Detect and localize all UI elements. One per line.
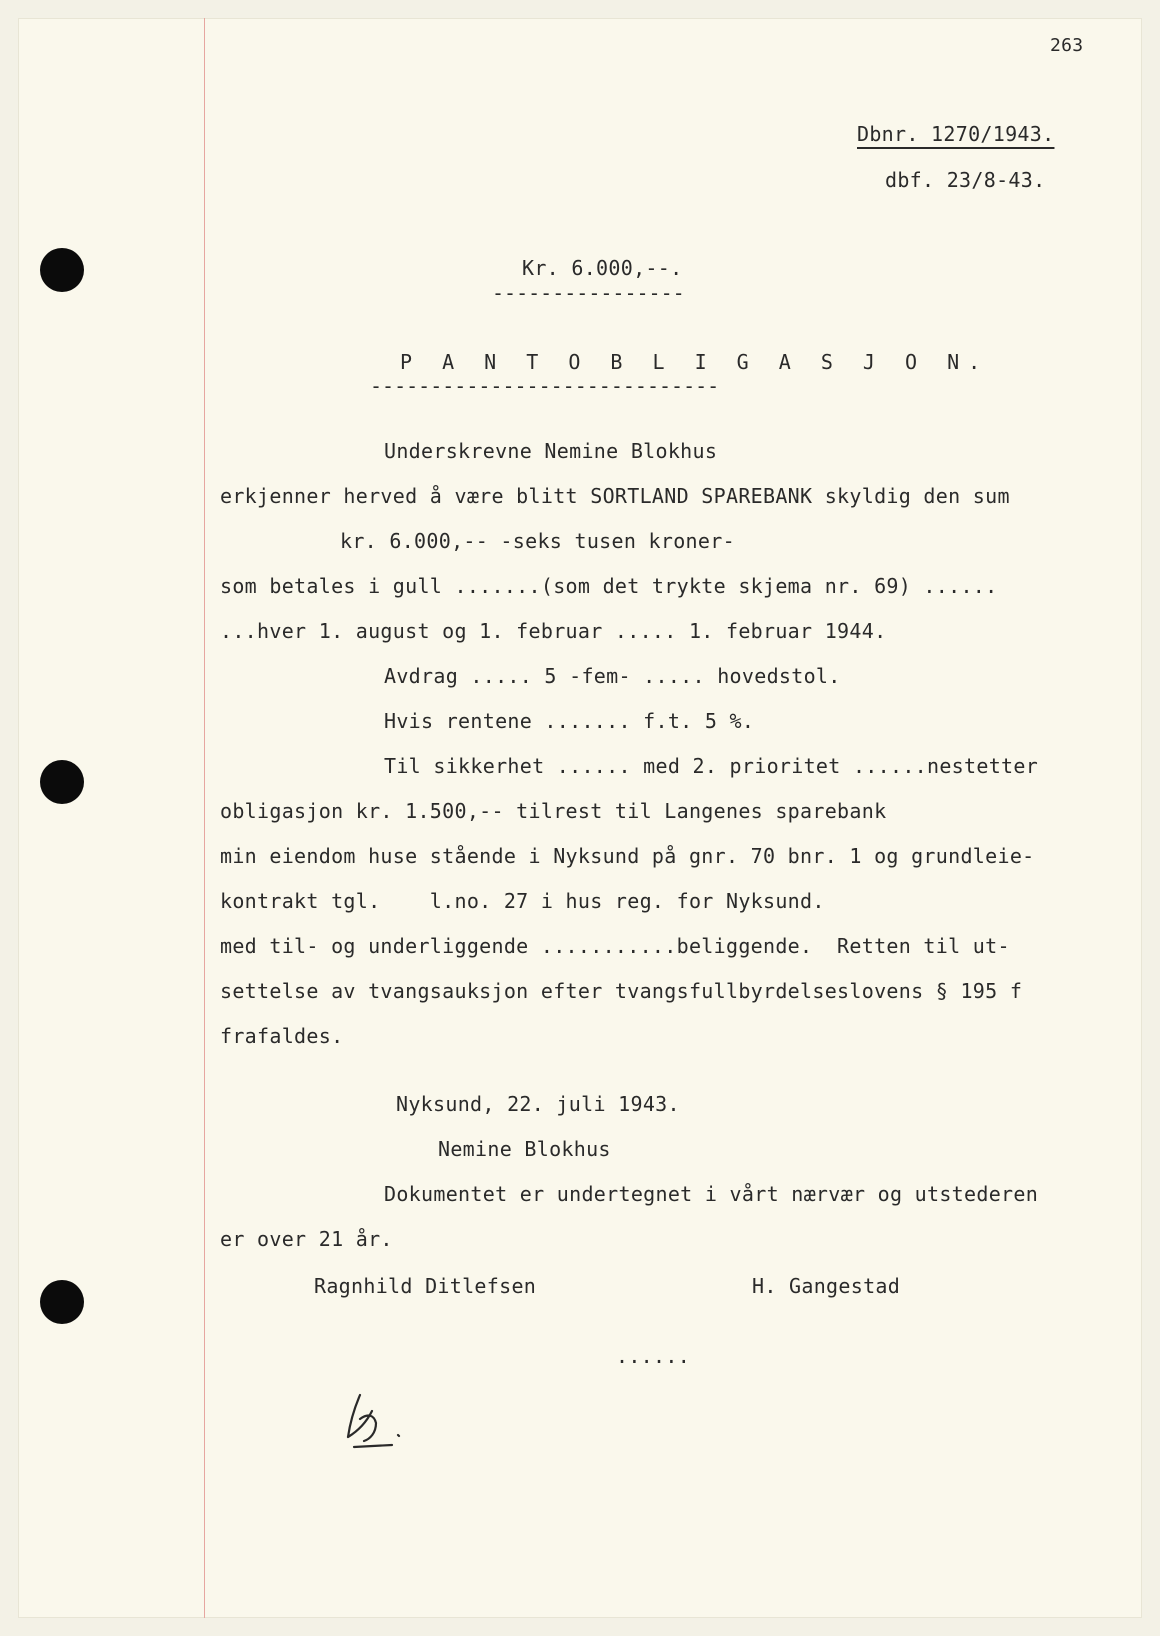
signer-name: Nemine Blokhus [438,1137,611,1161]
handwritten-initials-mark [340,1385,410,1455]
body-line-6: Avdrag ..... 5 -fem- ..... hovedstol. [384,664,841,688]
amount-underline: ---------------- [492,281,685,305]
registry-number: Dbnr. 1270/1943. [857,122,1055,146]
body-line-13: settelse av tvangsauksjon efter tvangsfullbyrdelseslovens § 195 f [220,979,1023,1003]
registration-date: dbf. 23/8-43. [885,168,1046,192]
end-dots: ...... [616,1344,691,1368]
title-underline: ----------------------------- [370,374,720,398]
punch-hole-top [40,248,84,292]
body-line-12: med til- og underliggende ...........beliggende. Retten til ut- [220,934,1010,958]
body-line-11: kontrakt tgl. l.no. 27 i hus reg. for Nyksund. [220,889,825,913]
body-line-9: obligasjon kr. 1.500,-- tilrest til Langenes sparebank [220,799,887,823]
body-line-3: kr. 6.000,-- -seks tusen kroner- [340,529,735,553]
body-line-7: Hvis rentene ....... f.t. 5 %. [384,709,755,733]
attestation-line-1: Dokumentet er undertegnet i vårt nærvær og utstederen [384,1182,1039,1206]
punch-hole-middle [40,760,84,804]
body-line-4: som betales i gull .......(som det trykte skjema nr. 69) ...... [220,574,998,598]
body-line-2: erkjenner herved å være blitt SORTLAND SPAREBANK skyldig den sum [220,484,1010,508]
witness-2: H. Gangestad [752,1274,901,1298]
punch-hole-bottom [40,1280,84,1324]
attestation-line-2: er over 21 år. [220,1227,393,1251]
body-line-10: min eiendom huse stående i Nyksund på gnr. 70 bnr. 1 og grundleie- [220,844,1035,868]
body-line-14: frafaldes. [220,1024,344,1048]
margin-rule [204,18,205,1618]
witness-1: Ragnhild Ditlefsen [314,1274,537,1298]
body-line-8: Til sikkerhet ...... med 2. prioritet ......nestetter [384,754,1039,778]
body-line-5: ...hver 1. august og 1. februar ..... 1. februar 1944. [220,619,887,643]
document-title: P A N T O B L I G A S J O N. [400,350,990,374]
page-number: 263 [1050,35,1084,56]
amount-heading: Kr. 6.000,--. [522,256,683,280]
place-date: Nyksund, 22. juli 1943. [396,1092,680,1116]
body-line-1: Underskrevne Nemine Blokhus [384,439,718,463]
